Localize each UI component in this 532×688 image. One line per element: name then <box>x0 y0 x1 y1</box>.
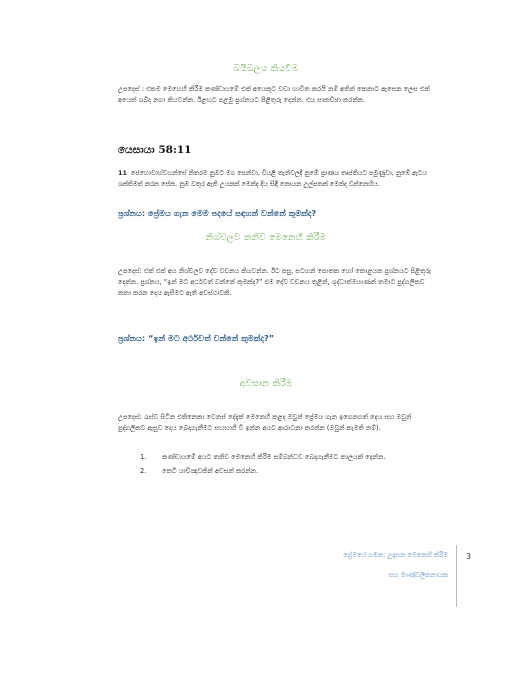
bible-reading-heading: බයිබලය කියවීම <box>233 64 299 74</box>
footer-title: ප්‍රේමයේ ගමන: උදෑසන මෙනෙහි කිරීම <box>343 551 448 559</box>
scripture-reference: යෙසායා 58:11 <box>118 144 192 156</box>
list-item-text: කෙටි යාච්ඤාවකින් අවසන් කරන්න. <box>162 467 259 475</box>
list-item <box>140 464 430 478</box>
footer-subtitle: සහ මාණ්ඩලිකනායක <box>388 571 448 579</box>
question-2: ප්‍රශ්නය: “ඉන් මට අර්ථවත් වන්නේ කුමක්ද?” <box>118 333 275 343</box>
closing-paragraph: උපදෙස්: රැස්ව සිටින එකිනෙකා වෙනස් දේදැක් මෙනෙහි කළද ඔවුන් ප්‍රේමය ගැන ඉගෙනගත් දෙය සහ ඔවුන් පුද්ගලිකව ඇසුව දෙය බෙදාගැනීමට සහභාගී වී ඉන්න අයට ආරාධනා කරන්න (ඔවුන් කැමති නම්). <box>118 413 412 432</box>
closing-heading: අවසාන කිරීම <box>239 379 293 389</box>
list-item <box>140 450 430 464</box>
verse-number: 11 <box>118 169 127 177</box>
question-1: ප්‍රශ්නය: ප්‍රේමය ගැන මෙම පදයේ සඳහන් වන්නේ කුමක්ද? <box>118 208 317 218</box>
closing-steps-list <box>140 450 430 478</box>
scripture-text: ජෙහොවාහ්වහන්සේ නිතරම නුඹට මග පෙන්වා, වියළි තැන්වලදී නුඹේ ප්‍රාණය තෘප්තියට පමුණුවා, නුඹේ ඇටය ශක්තිමත් කරන සේක. නුඹ වතුර ඇති උයනක් මෙන්ද දිය සිඳී නොයන උල්පතක් මෙන්ද වන්නෙහිය. <box>118 169 427 188</box>
list-number: 1. <box>140 453 147 461</box>
intro-paragraph: උපදෙස් : එකම මෙහෙහි කිරීම කණ්ඩායමේ එක් අයෙකුට වඩා හාවිත කරයි නම් අතින් කෙනාට ඇසෙන ලෙස එක් අයෙක් ශබ්ද නගා කියවන්න. ඊළඟට පළමු ප්‍රශ්නයට පිළිතුරු දෙන්න. එය සාකච්ඡා කරන්න. <box>118 85 430 104</box>
silent-meditation-paragraph: උපදෙස්: එක් එක් අය නිශ්චලව දේව වචනය කියවන්න. ඊට පසු, සටහන් පොතක හෝ කොළයක ප්‍රශ්නයට පිළිතුරු දෙන්න. ප්‍රශ්නය, “ඉන් මට අර්ථවත් වන්නේ කුමක්ද?” එම දේව වචනය තුළින්, ශුද්ධාත්මයාණන් තමාට පුද්ගලිකව කතා කරන දෙය ඇසීමට ඇති අවස්ථාවකි. <box>118 267 432 297</box>
list-item-text: කණ්ඩායමේ අයට තනිව මෙනෙහි කිරීම සම්බන්ධව බෙදාගැනීමට කාලයක් දෙන්න. <box>162 453 386 461</box>
list-number: 2. <box>140 467 147 475</box>
footer-divider <box>456 545 457 607</box>
page-number: 3 <box>466 552 472 561</box>
scripture-passage <box>118 168 438 190</box>
silent-meditation-heading: නිශ්චලව තනිව මෙනෙහි කිරීම <box>205 233 327 243</box>
